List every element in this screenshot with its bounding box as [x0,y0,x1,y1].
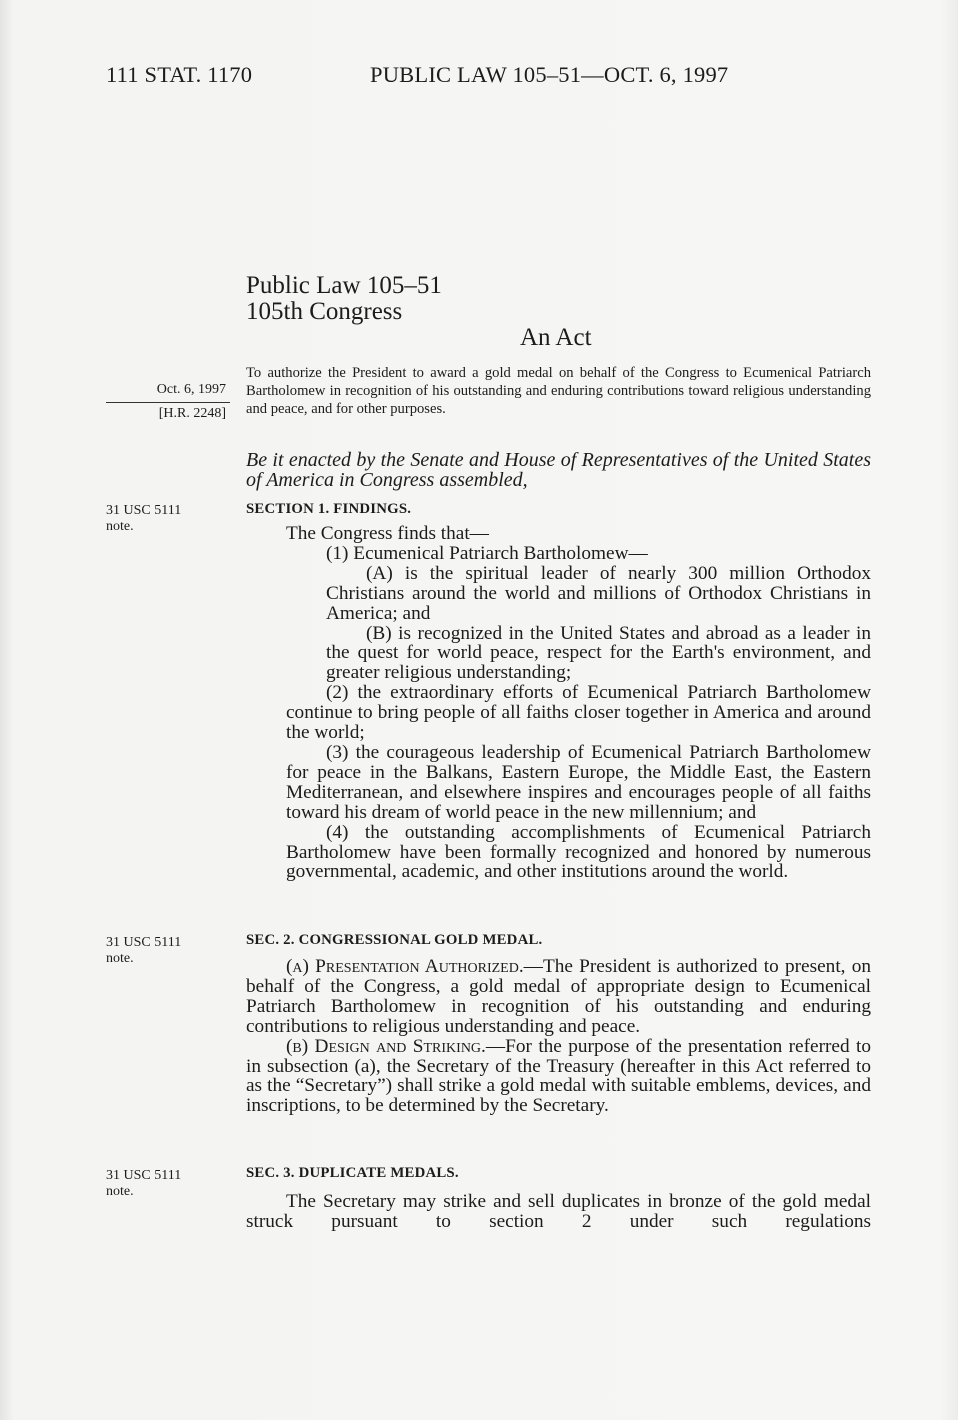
section-3-body [246,1192,871,1232]
enactment-date: Oct. 6, 1997 [156,382,226,397]
subsection-a-text: —The President is authorized to present, on behalf of the Congress, a gold medal of appropriate design to Ecumenical Patriarch Bartholomew in recognition of his outstanding and enduring contributions to religious understanding and peace. [246,956,871,1037]
running-header-title: PUBLIC LAW 105–51—OCT. 6, 1997 [370,62,729,87]
finding-1-a: (A) is the spiritual leader of nearly 300 million Orthodox Christians around the world and millions of Orthodox Christians in America; and [326,562,871,624]
date-bill-note [106,381,230,423]
section-1-body [246,524,871,882]
divider [106,402,230,403]
finding-1: (1) Ecumenical Patriarch Bartholomew— [326,542,648,564]
margin-note-label: note. [106,951,134,966]
congress-number: 105th Congress [246,298,403,325]
section-1-heading: SECTION 1. FINDINGS. [246,501,412,517]
finding-2: (2) the extraordinary efforts of Ecumenical Patriarch Bartholomew continue to bring people of all faiths closer together in America and around the world; [286,682,871,744]
subsection-b-heading: (b) Design and Striking. [286,1035,486,1057]
margin-note-usc: 31 USC 5111 [106,503,182,518]
subsection-b [246,1037,871,1117]
subsection-a [246,957,871,1037]
margin-note-label: note. [106,1184,134,1199]
section-3-text: The Secretary may strike and sell duplicates in bronze of the gold medal struck pursuant to section 2 under such regulations [246,1191,871,1232]
finding-4: (4) the outstanding accomplishments of Ecumenical Patriarch Bartholomew have been formally recognized and honored by numerous governmental, academic, and other institutions around the world. [286,821,871,883]
act-heading: An Act [520,324,592,351]
findings-intro: The Congress finds that— [286,523,489,544]
margin-note-usc: 31 USC 5111 [106,935,182,950]
section-2-heading: SEC. 2. CONGRESSIONAL GOLD MEDAL. [246,932,543,948]
finding-1-b: (B) is recognized in the United States and abroad as a leader in the quest for world peace, respect for the Earth's environment, and greater religious understanding; [326,622,871,684]
subsection-a-heading: (a) Presentation Authorized. [286,956,524,977]
margin-note-usc: 31 USC 5111 [106,1168,182,1183]
subsection-b-text: —For the purpose of the presentation referred to in subsection (a), the Secretary of the Treasury (hereafter in this Act referred to as the “Secretary”) shall strike a gold medal with suitable emblems, devices, and inscriptions, to be determined by the Secretary. [246,1035,871,1117]
enacting-clause: Be it enacted by the Senate and House of Representatives of the United States of America in Congress assembled, [246,449,871,491]
bill-number: [H.R. 2248] [158,406,226,421]
section-3-heading: SEC. 3. DUPLICATE MEDALS. [246,1165,459,1181]
section-2-body [246,957,871,1116]
public-law-number: Public Law 105–51 [246,272,442,299]
statute-page-number: 111 STAT. 1170 [106,62,253,87]
margin-note-label: note. [106,519,134,534]
purpose-clause: To authorize the President to award a gold medal on behalf of the Congress to Ecumenical Patriarch Bartholomew in recognition of his outstanding and enduring contributions toward religious understanding and peace, and for other purposes. [246,365,871,417]
finding-3: (3) the courageous leadership of Ecumenical Patriarch Bartholomew for peace in the Balkans, Eastern Europe, the Middle East, the Eastern Mediterranean, and elsewhere inspires and encourages people of all faiths toward his dream of world peace in the new millennium; and [286,741,871,823]
